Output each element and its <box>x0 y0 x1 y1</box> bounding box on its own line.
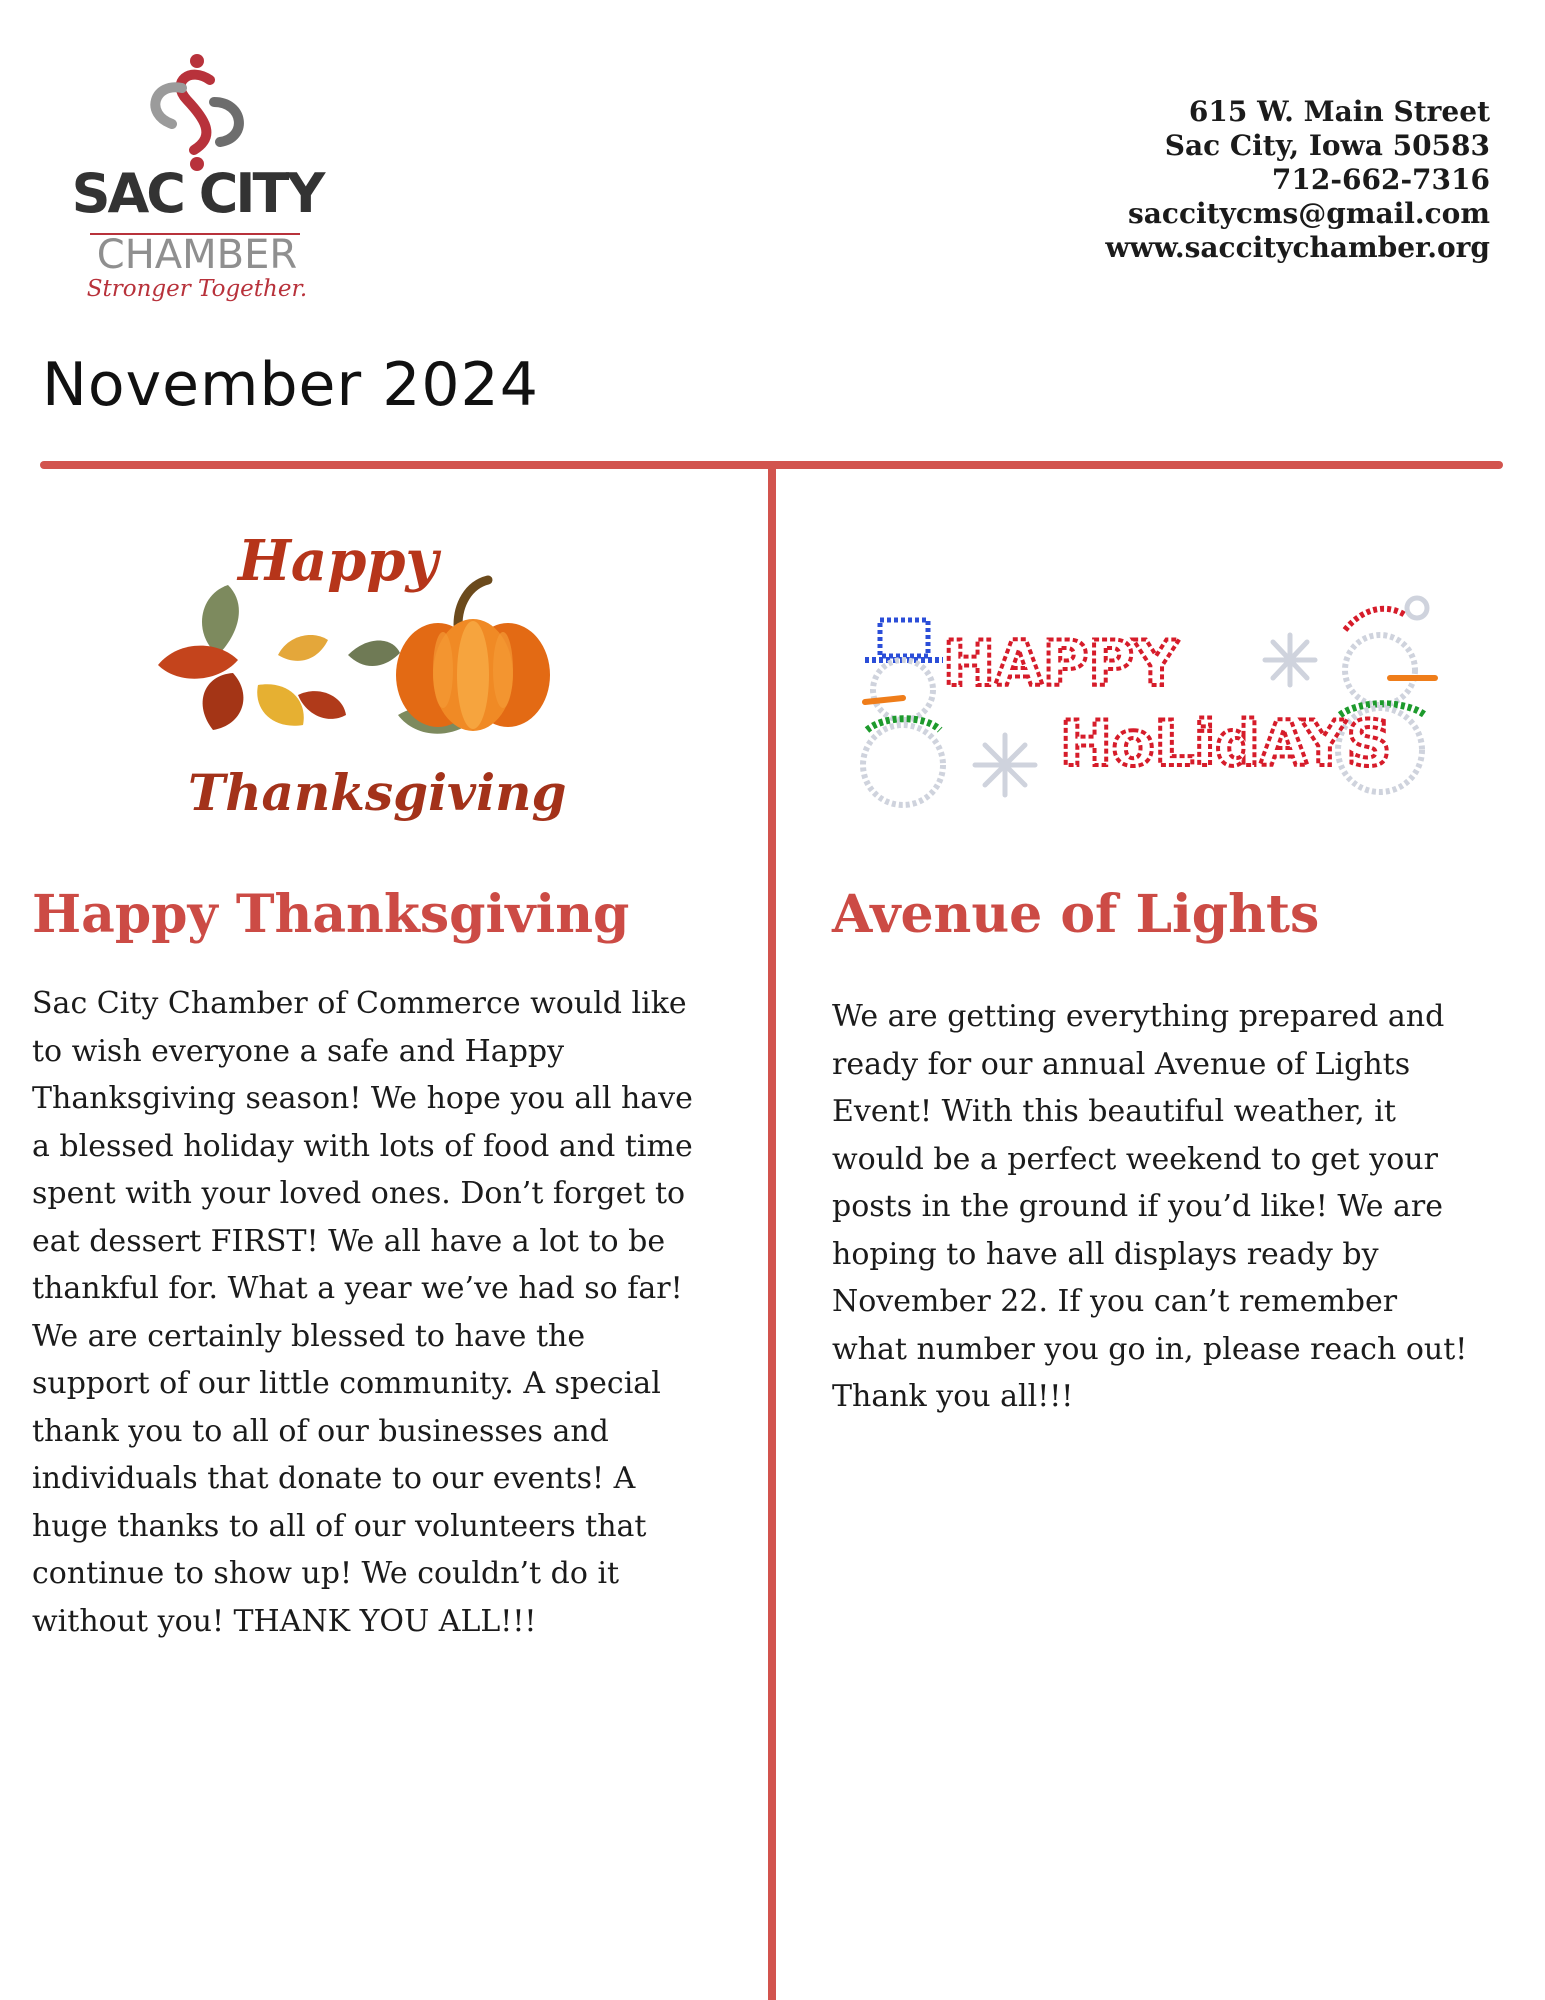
thanksgiving-illustration <box>138 525 578 845</box>
avenue-of-lights-body <box>832 993 1512 1421</box>
thanksgiving-body-line: spent with your loved ones. Don’t forget to <box>32 1176 686 1211</box>
thanksgiving-body <box>32 980 732 1645</box>
art-text-happy: Happy <box>238 528 439 594</box>
avenue-of-lights-title: Avenue of Lights <box>832 884 1320 945</box>
logo-tagline: Stronger Together. <box>86 276 308 302</box>
avenue-body-line: Thank you all!!! <box>832 1379 1074 1414</box>
newsletter-month: November 2024 <box>42 350 539 420</box>
contact-city: Sac City, Iowa 50583 <box>1164 129 1490 162</box>
contact-street: 615 W. Main Street <box>1188 95 1490 128</box>
art-text-holidays: HoLidAYS <box>1060 707 1392 780</box>
avenue-body-line: Event! With this beautiful weather, it <box>832 1094 1396 1129</box>
chamber-logo-mark-icon <box>132 52 262 172</box>
thanksgiving-body-line: a blessed holiday with lots of food and time <box>32 1128 693 1164</box>
thanksgiving-body-line: We are certainly blessed to have the <box>32 1318 586 1354</box>
thanksgiving-body-line: support of our little community. A special <box>32 1366 661 1401</box>
thanksgiving-body-line: thank you to all of our businesses and <box>32 1413 609 1449</box>
thanksgiving-body-line: continue to show up! We couldn’t do it <box>32 1556 620 1591</box>
avenue-body-line: ready for our annual Avenue of Lights <box>832 1046 1411 1082</box>
logo-subtitle: CHAMBER <box>96 232 298 278</box>
art-text-happy: HAPPY <box>943 627 1179 700</box>
thanksgiving-body-line: to wish everyone a safe and Happy <box>32 1033 565 1069</box>
avenue-body-line: would be a perfect weekend to get your <box>832 1141 1438 1177</box>
snowman-icon <box>863 620 943 805</box>
thanksgiving-title: Happy Thanksgiving <box>32 884 630 945</box>
contact-phone: 712-662-7316 <box>1271 163 1490 196</box>
thanksgiving-body-line: without you! THANK YOU ALL!!! <box>32 1603 537 1639</box>
thanksgiving-body-line: eat dessert FIRST! We all have a lot to be <box>32 1223 666 1259</box>
thanksgiving-body-line: individuals that donate to our events! A <box>32 1461 636 1496</box>
holidays-illustration <box>845 590 1445 820</box>
contact-block <box>1105 95 1490 265</box>
logo-name: SAC CITY <box>71 162 323 225</box>
avenue-body-line: November 22. If you can’t remember <box>832 1284 1398 1319</box>
thanksgiving-body-line: Thanksgiving season! We hope you all have <box>32 1081 693 1116</box>
contact-website: www.saccitychamber.org <box>1105 231 1490 264</box>
art-text-thanksgiving: Thanksgiving <box>188 763 567 822</box>
pumpkin-icon <box>396 580 550 731</box>
thanksgiving-body-line: huge thanks to all of our volunteers that <box>32 1508 647 1544</box>
thanksgiving-body-line: Sac City Chamber of Commerce would like <box>32 986 687 1021</box>
contact-email: saccitycms@gmail.com <box>1127 197 1490 230</box>
avenue-body-line: hoping to have all displays ready by <box>832 1236 1379 1272</box>
column-divider <box>768 464 776 2000</box>
avenue-body-line: We are getting everything prepared and <box>832 999 1445 1034</box>
avenue-body-line: posts in the ground if you’d like! We are <box>832 1189 1443 1224</box>
chamber-logo <box>52 52 342 307</box>
thanksgiving-body-line: thankful for. What a year we’ve had so far! <box>32 1271 683 1306</box>
avenue-body-line: what number you go in, please reach out! <box>832 1331 1468 1367</box>
